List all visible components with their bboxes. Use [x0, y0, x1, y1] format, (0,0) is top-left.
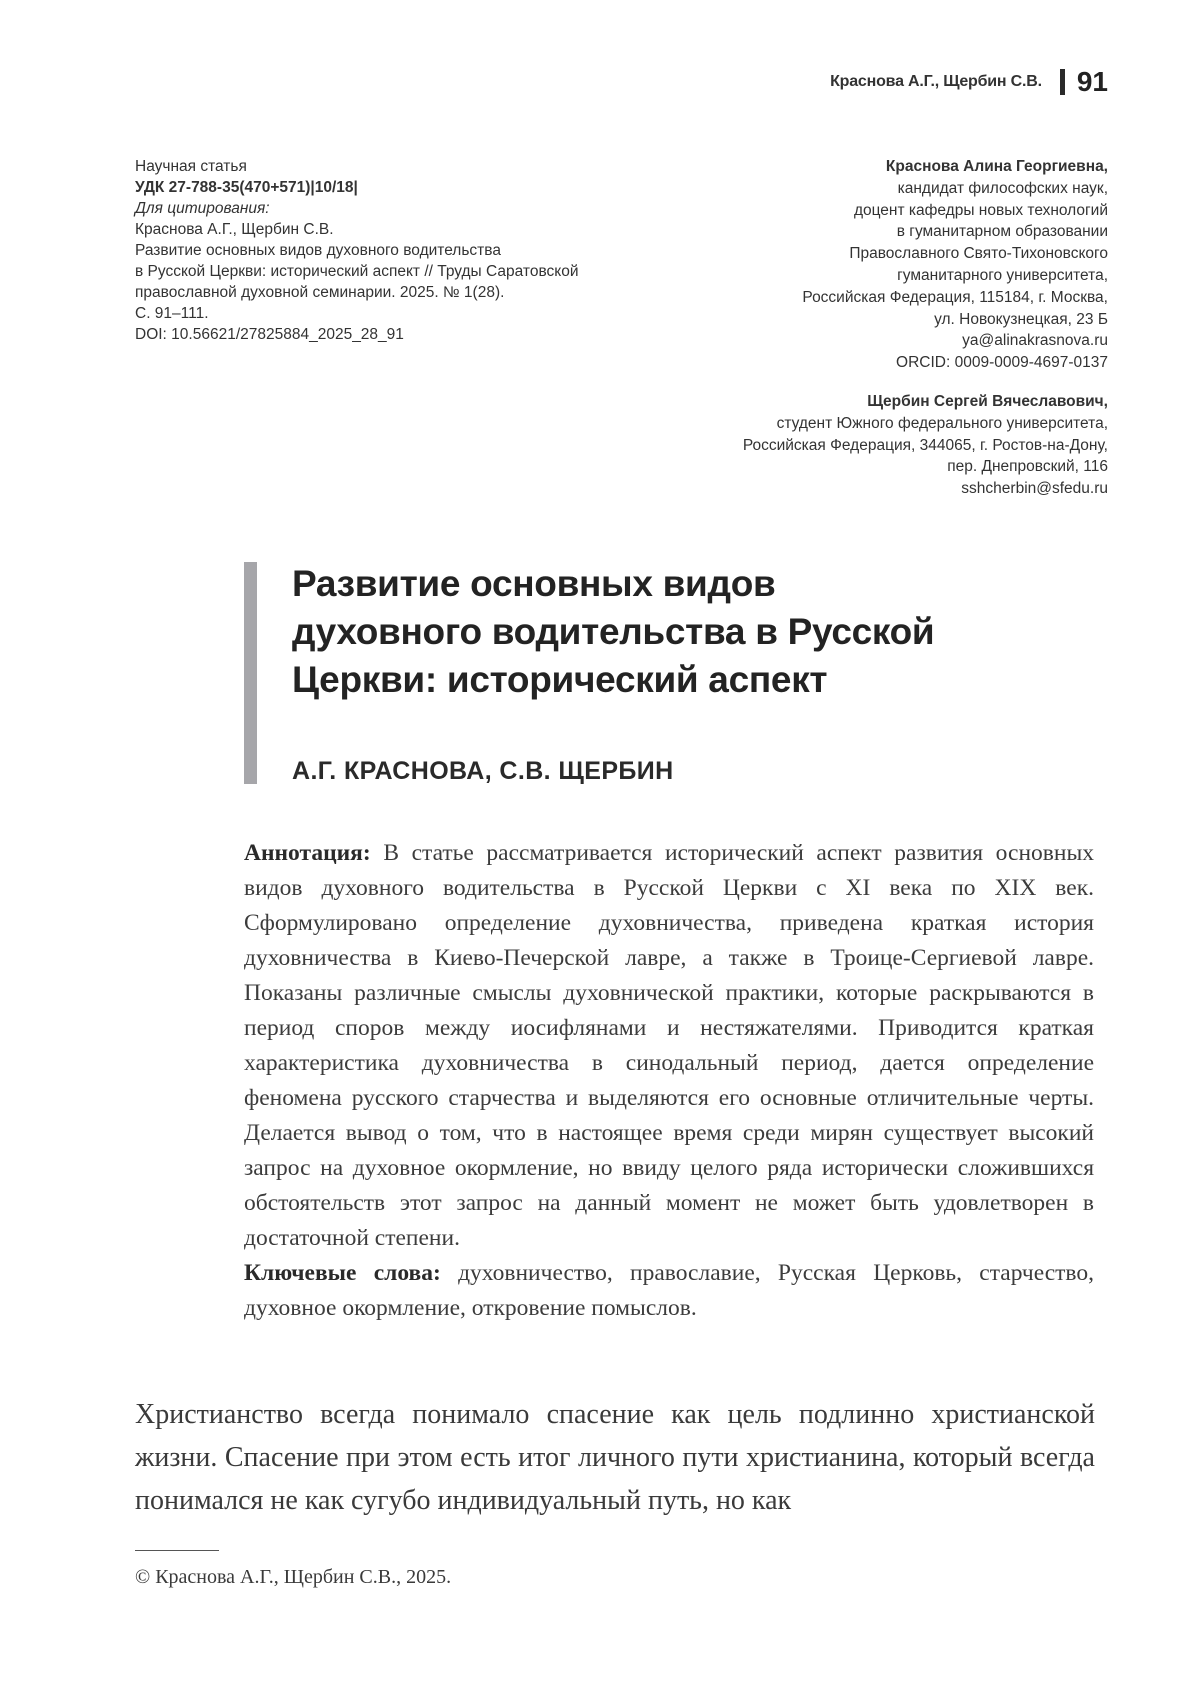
author-name: Щербин Сергей Вячеславович,	[867, 392, 1108, 410]
citation-line: С. 91–111.	[135, 305, 209, 322]
abstract	[244, 836, 1094, 1326]
article-type: Научная статья	[135, 158, 247, 175]
author-email-link[interactable]: ya@alinakrasnova.ru	[962, 332, 1108, 350]
author-orcid[interactable]: ORCID: 0009-0009-4697-0137	[896, 354, 1108, 372]
author-detail: гуманитарного университета,	[897, 266, 1108, 284]
citation-label: Для цитирования:	[135, 200, 270, 217]
title-line: Развитие основных видов	[292, 563, 776, 604]
page-number: 91	[1076, 66, 1108, 97]
author-detail: Российская Федерация, 344065, г. Ростов-на-Дону,	[742, 436, 1108, 454]
author-detail: ул. Новокузнецкая, 23 Б	[934, 310, 1108, 328]
author-block-krasnova	[548, 156, 1108, 374]
body-paragraph: Христианство всегда понимало спасение как цель подлинно христианской жизни. Спасение при этом есть итог личного пути христианина, который всегда понимался не как сугубо индивидуальный путь, но как	[135, 1399, 1095, 1516]
running-head-divider	[1060, 69, 1065, 95]
title-line: духовного водительства в Русской	[292, 611, 935, 652]
article-title	[292, 560, 1152, 704]
author-detail: пер. Днепровский, 116	[947, 458, 1108, 476]
title-accent-bar	[244, 562, 257, 784]
author-block-shcherbin	[548, 391, 1108, 500]
doi-link[interactable]: DOI: 10.56621/27825884_2025_28_91	[135, 326, 404, 343]
author-email-link[interactable]: sshcherbin@sfedu.ru	[961, 480, 1108, 498]
author-detail: Российская Федерация, 115184, г. Москва,	[802, 288, 1108, 306]
udk-code: УДК 27-788-35(470+571)|10/18|	[135, 179, 358, 196]
keywords-label: Ключевые слова:	[244, 1260, 441, 1286]
author-info	[548, 156, 1108, 500]
footnote-divider	[135, 1550, 219, 1551]
abstract-paragraph	[244, 836, 1094, 1256]
abstract-text: В статье рассматривается исторический аспект развития основных видов духовного водительства в Русской Церкви с XI века по XIX век. Сформулировано определение духовничества, приведена краткая история духовничества в Киево-Печерской лавре, а также в Троице-Сергиевой лавре. Показаны различные смыслы духовнической практики, которые раскрываются в период споров между иосифлянами и нестяжателями. Приводится краткая характеристика духовничества в синодальный период, дается определение феномена русского старчества и выделяются его основные отличительные черты. Делается вывод о том, что в настоящее время среди мирян существует высокий запрос на духовное окормление, но ввиду целого ряда исторически сложившихся обстоятельств этот запрос на данный момент не может быть удовлетворен в достаточной степени.	[244, 840, 1094, 1251]
abstract-label: Аннотация:	[244, 840, 371, 866]
author-detail: студент Южного федерального университета,	[776, 414, 1108, 432]
author-name: Краснова Алина Георгиевна,	[885, 158, 1108, 175]
citation-line: православной духовной семинарии. 2025. № 1(28).	[135, 284, 505, 301]
title-line: Церкви: исторический аспект	[292, 659, 828, 700]
byline: А.Г. КРАСНОВА, С.В. ЩЕРБИН	[292, 757, 674, 785]
author-detail: доцент кафедры новых технологий	[853, 201, 1108, 219]
citation-line: в Русской Церкви: исторический аспект // Труды Саратовской	[135, 263, 579, 280]
keywords-text: духовничество, православие, Русская Церковь, старчество, духовное окормление, откровение помыслов.	[244, 1260, 1094, 1321]
keywords-paragraph	[244, 1256, 1094, 1326]
citation-line: Краснова А.Г., Щербин С.В.	[135, 221, 334, 238]
running-head	[830, 66, 1108, 98]
author-detail: кандидат философских наук,	[897, 179, 1108, 197]
author-detail: Православного Свято-Тихоновского	[849, 245, 1108, 263]
running-head-authors: Краснова А.Г., Щербин С.В.	[830, 73, 1042, 90]
author-detail: в гуманитарном образовании	[896, 223, 1108, 241]
copyright-note: © Краснова А.Г., Щербин С.В., 2025.	[135, 1566, 452, 1588]
citation-line: Развитие основных видов духовного водительства	[135, 242, 501, 259]
